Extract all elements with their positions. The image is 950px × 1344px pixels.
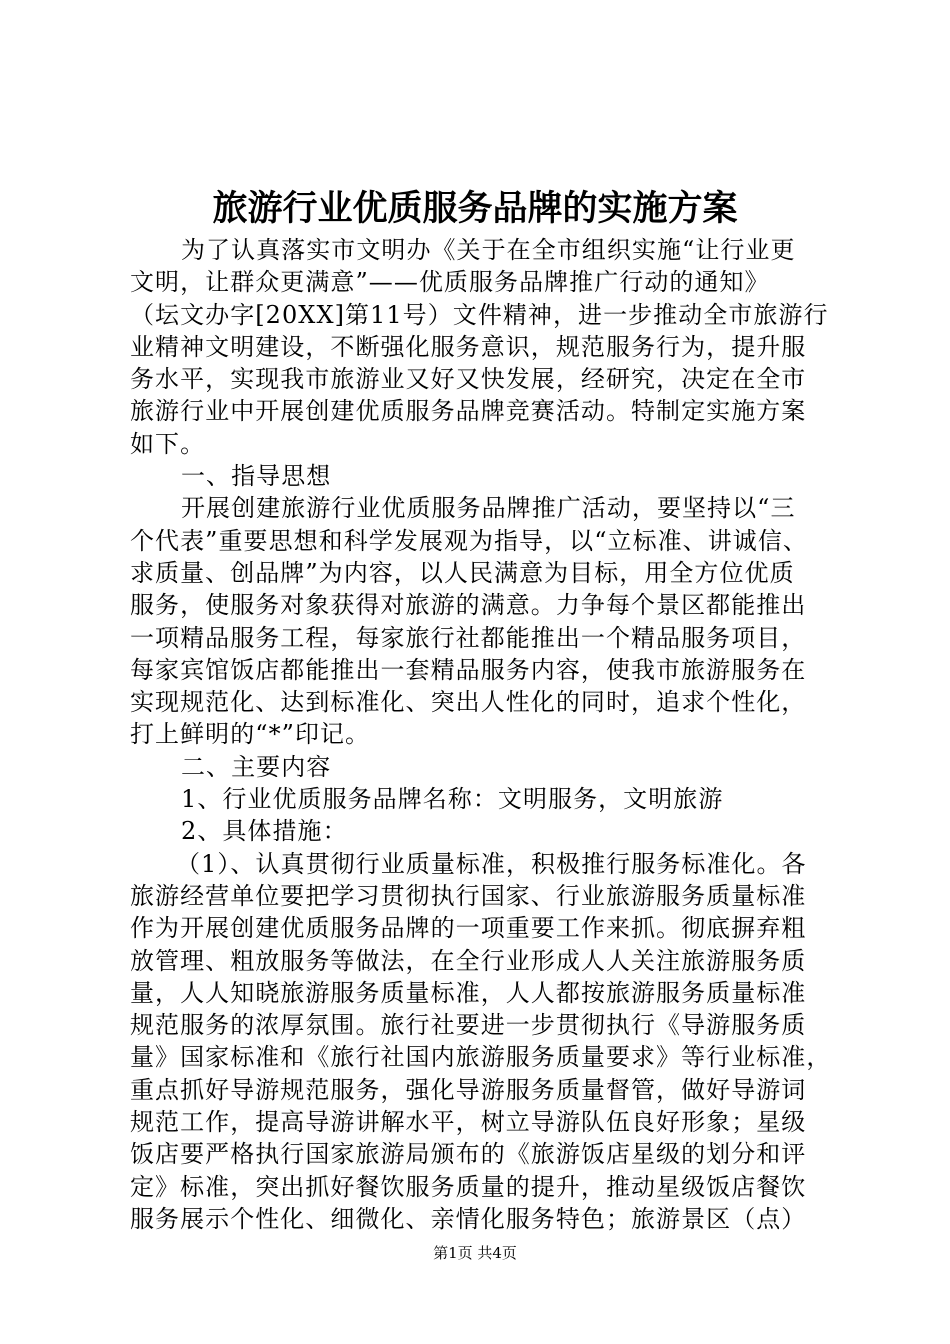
page-footer: 第1页 共4页 [433, 1244, 517, 1262]
body-line: 量，人人知晓旅游服务质量标准，人人都按旅游服务质量标准 [130, 978, 807, 1007]
body-line: 2、具体措施： [181, 817, 348, 846]
body-line: 放管理、粗放服务等做法，在全行业形成人人关注旅游服务质 [130, 946, 807, 975]
body-line: 文明，让群众更满意”——优质服务品牌推广行动的通知》 [130, 268, 770, 297]
body-line: 实现规范化、达到标准化、突出人性化的同时，追求个性化， [130, 688, 807, 717]
body-line: 服务展示个性化、细微化、亲情化服务特色；旅游景区（点） [130, 1204, 807, 1233]
body-line: 定》标准，突出抓好餐饮服务质量的提升，推动星级饭店餐饮 [130, 1172, 807, 1201]
body-line: 作为开展创建优质服务品牌的一项重要工作来抓。彻底摒弃粗 [130, 914, 807, 943]
section-heading: 二、主要内容 [181, 752, 332, 781]
body-line: 如下。 [130, 429, 206, 458]
body-line: 打上鲜明的“*”印记。 [130, 720, 371, 749]
body-line: 旅游经营单位要把学习贯彻执行国家、行业旅游服务质量标准 [130, 881, 807, 910]
body-line: 务水平，实现我市旅游业又好又快发展，经研究，决定在全市 [130, 365, 807, 394]
body-line: 为了认真落实市文明办《关于在全市组织实施“让行业更 [181, 236, 796, 264]
body-line: 量》国家标准和《旅行社国内旅游服务质量要求》等行业标准， [130, 1043, 832, 1072]
section-heading: 一、指导思想 [181, 462, 332, 491]
body-line: 开展创建旅游行业优质服务品牌推广活动，要坚持以“三 [181, 494, 796, 523]
body-line: 服务，使服务对象获得对旅游的满意。力争每个景区都能推出 [130, 591, 807, 620]
body-line: 业精神文明建设，不断强化服务意识，规范服务行为，提升服 [130, 332, 807, 361]
document-body [130, 234, 830, 1235]
body-line: 饭店要严格执行国家旅游局颁布的《旅游饭店星级的划分和评 [130, 1140, 807, 1169]
body-line: 1、行业优质服务品牌名称：文明服务，文明旅游 [181, 785, 724, 814]
body-line: 个代表”重要思想和科学发展观为指导，以“立标准、讲诚信、 [130, 526, 808, 555]
document-title: 旅游行业优质服务品牌的实施方案 [212, 189, 738, 229]
body-line: 求质量、创品牌”为内容，以人民满意为目标，用全方位优质 [130, 558, 795, 587]
body-line: （坛文办字[20XX]第11号）文件精神，进一步推动全市旅游行 [130, 300, 829, 329]
body-line: （1）、认真贯彻行业质量标准，积极推行服务标准化。各 [176, 849, 807, 878]
body-line: 每家宾馆饭店都能推出一套精品服务内容，使我市旅游服务在 [130, 655, 807, 684]
body-line: 一项精品服务工程，每家旅行社都能推出一个精品服务项目， [130, 623, 807, 652]
body-line: 重点抓好导游规范服务，强化导游服务质量督管，做好导游词 [130, 1075, 807, 1104]
body-line: 旅游行业中开展创建优质服务品牌竞赛活动。特制定实施方案 [130, 397, 807, 426]
body-line: 规范服务的浓厚氛围。旅行社要进一步贯彻执行《导游服务质 [130, 1011, 807, 1040]
body-line: 规范工作，提高导游讲解水平，树立导游队伍良好形象；星级 [130, 1108, 807, 1137]
